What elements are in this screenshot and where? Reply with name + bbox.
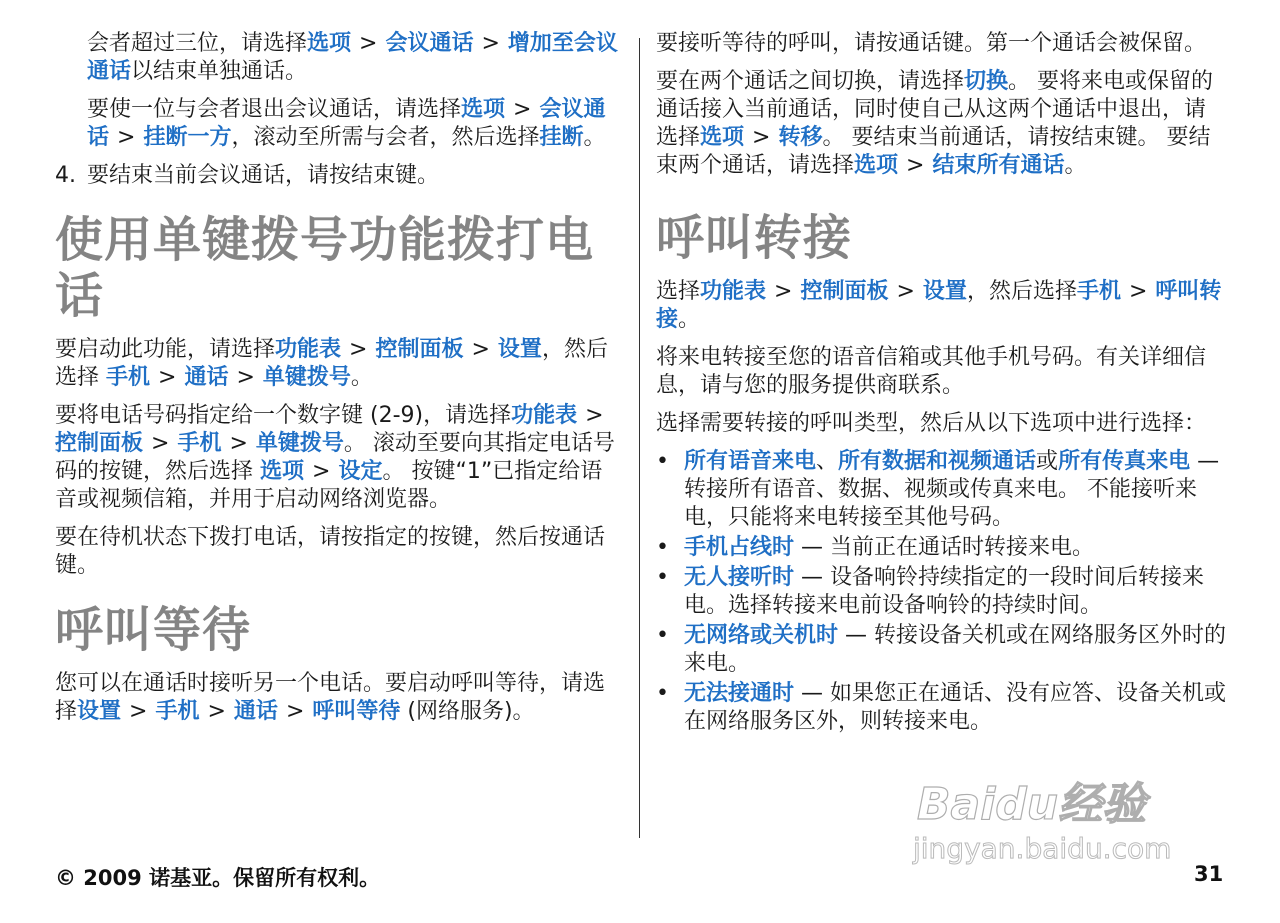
- list-item: [656, 534, 1226, 562]
- bullet: •: [656, 535, 669, 560]
- separator: >: [752, 125, 771, 150]
- link-settings[interactable]: 设置: [922, 279, 967, 304]
- link-settings[interactable]: 设置: [77, 699, 122, 724]
- link-control-panel[interactable]: 控制面板: [800, 279, 889, 304]
- step-number: 4.: [55, 163, 76, 188]
- text: ，然后选择: [55, 337, 608, 390]
- text: — 设备响铃持续指定的一段时间后转接来电。选择转接来电前设备响铃的持续时间。: [684, 565, 1205, 618]
- separator: >: [158, 365, 177, 390]
- link-if-not-available[interactable]: 无法接通时: [684, 681, 795, 706]
- link-add-to-conference[interactable]: 增加至会议通话: [87, 31, 618, 84]
- separator: >: [236, 365, 255, 390]
- paragraph-divert-select: 选择需要转接的呼叫类型，然后从以下选项中进行选择：: [656, 411, 1207, 436]
- text: 要将电话号码指定给一个数字键 (2-9)，请选择: [55, 403, 512, 428]
- link-conference-call[interactable]: 会议通话: [385, 31, 474, 56]
- link-end-all-calls[interactable]: 结束所有通话: [932, 153, 1065, 178]
- paragraph-call-waiting: [55, 670, 622, 726]
- separator: >: [359, 31, 378, 56]
- paragraph-enable-speed-dial: [55, 336, 622, 392]
- separator: >: [481, 31, 500, 56]
- separator: >: [129, 699, 148, 724]
- bullet: •: [656, 623, 669, 648]
- separator: >: [285, 699, 305, 724]
- separator: >: [585, 403, 604, 428]
- right-column: [656, 30, 1226, 738]
- separator: >: [207, 699, 226, 724]
- link-call-waiting[interactable]: 呼叫等待: [312, 699, 401, 724]
- link-all-fax-calls[interactable]: 所有传真来电: [1058, 449, 1191, 474]
- link-all-data-video-calls[interactable]: 所有数据和视频通话: [838, 449, 1037, 474]
- paragraph-dial-standby: 要在待机状态下拨打电话，请按指定的按键，然后按通话键。: [55, 525, 606, 578]
- link-call[interactable]: 通话: [184, 365, 229, 390]
- link-speed-dial[interactable]: 单键拨号: [262, 365, 351, 390]
- link-swap[interactable]: 切换: [964, 69, 1009, 94]
- text: 。: [1064, 153, 1087, 178]
- link-phone[interactable]: 手机: [1076, 279, 1121, 304]
- heading-call-waiting: 呼叫等待: [55, 602, 252, 658]
- text: 或: [1036, 449, 1059, 474]
- text: 。: [678, 307, 701, 332]
- link-conference-call[interactable]: 会议通话: [87, 97, 606, 150]
- text: (网络服务)。: [400, 699, 535, 724]
- bullet: •: [656, 449, 669, 474]
- divert-options-list: [656, 448, 1226, 736]
- paragraph-divert-path: [656, 278, 1226, 334]
- link-drop[interactable]: 挂断: [539, 125, 584, 150]
- text: 。: [583, 125, 606, 150]
- separator: >: [774, 279, 793, 304]
- link-phone[interactable]: 手机: [106, 365, 151, 390]
- separator: >: [896, 279, 915, 304]
- text: 以结束单独通话。: [131, 59, 308, 84]
- separator: >: [471, 337, 490, 362]
- watermark-logo-text: Baidu经验: [917, 779, 1147, 830]
- link-settings[interactable]: 设置: [497, 337, 542, 362]
- text: 您可以在通话时接听另一个电话。要启动呼叫等待，请选择: [55, 671, 606, 724]
- link-options[interactable]: 选项: [461, 97, 506, 122]
- text: ，滚动至所需与会者，然后选择: [231, 125, 540, 150]
- link-options[interactable]: 选项: [854, 153, 899, 178]
- footer-copyright: © 2009 诺基亚。保留所有权利。: [55, 866, 381, 890]
- paragraph-add-to-conference: [55, 30, 622, 86]
- column-divider: [639, 38, 640, 838]
- text: 要启动此功能，请选择: [55, 337, 276, 362]
- text: 、: [816, 449, 839, 474]
- link-menu[interactable]: 功能表: [275, 337, 342, 362]
- paragraph-answer-waiting: 要接听等待的呼叫，请按通话键。第一个通话会被保留。: [656, 31, 1207, 56]
- paragraph-drop-participant: [55, 96, 622, 152]
- link-control-panel[interactable]: 控制面板: [375, 337, 464, 362]
- link-options[interactable]: 选项: [700, 125, 745, 150]
- text: — 转接设备关机或在网络服务区外时的来电。: [684, 623, 1227, 676]
- link-transfer[interactable]: 转移: [778, 125, 823, 150]
- page-number: 31: [1194, 862, 1224, 886]
- list-item: [656, 680, 1226, 736]
- text: 。 要结束当前通话，请按结束键。 要结束两个通话，请选择: [656, 125, 1211, 178]
- link-speed-dial[interactable]: 单键拨号: [255, 431, 344, 456]
- paragraph-switch-calls: [656, 68, 1226, 180]
- separator: >: [117, 125, 136, 150]
- list-item: [656, 564, 1226, 620]
- left-column: [55, 30, 622, 736]
- text: — 如果您正在通话、没有应答、设备关机或在网络服务区外，则转接来电。: [684, 681, 1227, 734]
- text: 要在两个通话之间切换，请选择: [656, 69, 965, 94]
- link-options[interactable]: 选项: [260, 459, 305, 484]
- text: — 转接所有语音、数据、视频或传真来电。 不能接听来电，只能将来电转接至其他号码。: [684, 449, 1220, 530]
- text: 要使一位与会者退出会议通话，请选择: [87, 97, 462, 122]
- heading-call-divert: 呼叫转接: [656, 210, 853, 266]
- link-all-voice-calls[interactable]: 所有语音来电: [684, 449, 817, 474]
- text: 。: [350, 365, 373, 390]
- step-text: 要结束当前会议通话，请按结束键。: [87, 163, 440, 188]
- link-assign[interactable]: 设定: [338, 459, 383, 484]
- link-if-out-of-reach[interactable]: 无网络或关机时: [684, 623, 839, 648]
- link-call[interactable]: 通话: [233, 699, 278, 724]
- text: 会者超过三位，请选择: [87, 31, 308, 56]
- list-item: [656, 622, 1226, 678]
- text: 选择: [656, 279, 701, 304]
- text: 。 按键“1”已指定给语音或视频信箱，并用于启动网络浏览器。: [55, 459, 603, 512]
- separator: >: [151, 431, 170, 456]
- bullet: •: [656, 565, 669, 590]
- heading-speed-dial: 使用单键拨号功能拨打电话: [55, 212, 595, 324]
- separator: >: [513, 97, 532, 122]
- link-control-panel[interactable]: 控制面板: [55, 431, 144, 456]
- watermark-url: jingyan.baidu.com: [913, 832, 1172, 865]
- list-item: [656, 448, 1226, 532]
- bullet: •: [656, 681, 669, 706]
- link-if-not-answered[interactable]: 无人接听时: [684, 565, 795, 590]
- link-menu[interactable]: 功能表: [700, 279, 767, 304]
- link-phone[interactable]: 手机: [177, 431, 222, 456]
- separator: >: [312, 459, 331, 484]
- step-4: [55, 162, 622, 190]
- link-call-divert[interactable]: 呼叫转接: [656, 279, 1222, 332]
- separator: >: [906, 153, 925, 178]
- baidu-watermark: [905, 768, 1215, 868]
- paragraph-divert-info: 将来电转接至您的语音信箱或其他手机号码。有关详细信息，请与您的服务提供商联系。: [656, 345, 1207, 398]
- link-options[interactable]: 选项: [307, 31, 352, 56]
- separator: >: [229, 431, 248, 456]
- text: 。 要将来电或保留的通话接入当前通话，同时使自己从这两个通话中退出，请选择: [656, 69, 1214, 150]
- text: — 当前正在通话时转接来电。: [794, 535, 1095, 560]
- text: 。 滚动至要向其指定电话号码的按键，然后选择: [55, 431, 615, 484]
- paragraph-assign-number: [55, 402, 622, 514]
- link-drop-participant[interactable]: 挂断一方: [143, 125, 232, 150]
- separator: >: [349, 337, 368, 362]
- text: ，然后选择: [966, 279, 1077, 304]
- link-phone[interactable]: 手机: [155, 699, 200, 724]
- link-if-busy[interactable]: 手机占线时: [684, 535, 795, 560]
- separator: >: [1128, 279, 1148, 304]
- link-menu[interactable]: 功能表: [511, 403, 578, 428]
